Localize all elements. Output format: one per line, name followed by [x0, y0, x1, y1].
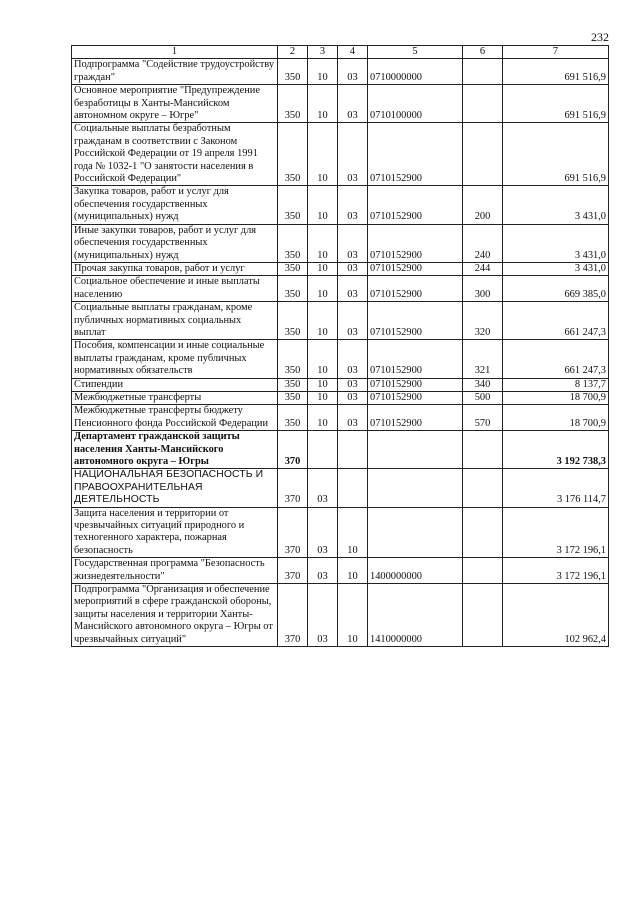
section-code-cell: 10	[308, 378, 338, 391]
subsection-code-cell: 03	[338, 391, 368, 404]
target-article-cell: 0710152900	[368, 276, 463, 302]
amount-cell: 3 176 114,7	[503, 469, 609, 507]
section-code-cell: 03	[308, 469, 338, 507]
row-name-cell: Подпрограмма "Содействие трудоустройству граждан"	[72, 59, 278, 85]
table-row	[72, 186, 609, 224]
column-header: 2	[278, 46, 308, 59]
ministry-code-cell: 350	[278, 85, 308, 123]
target-article-cell: 0710152900	[368, 123, 463, 186]
section-code-cell: 10	[308, 302, 338, 340]
ministry-code-cell: 370	[278, 431, 308, 469]
subsection-code-cell: 10	[338, 584, 368, 647]
amount-cell: 691 516,9	[503, 123, 609, 186]
target-article-cell: 0710152900	[368, 224, 463, 262]
expense-type-cell	[463, 469, 503, 507]
target-article-cell: 0710152900	[368, 186, 463, 224]
ministry-code-cell: 350	[278, 186, 308, 224]
target-article-cell: 1400000000	[368, 558, 463, 584]
table-row	[72, 262, 609, 275]
subsection-code-cell: 03	[338, 378, 368, 391]
target-article-cell: 0710100000	[368, 85, 463, 123]
expense-type-cell: 320	[463, 302, 503, 340]
expense-type-cell: 570	[463, 405, 503, 431]
table-row	[72, 431, 609, 469]
amount-cell: 3 431,0	[503, 224, 609, 262]
table-row	[72, 469, 609, 507]
ministry-code-cell: 350	[278, 391, 308, 404]
amount-cell: 3 431,0	[503, 262, 609, 275]
section-code-cell: 10	[308, 85, 338, 123]
section-code-cell: 10	[308, 123, 338, 186]
subsection-code-cell: 10	[338, 507, 368, 558]
expense-type-cell: 340	[463, 378, 503, 391]
ministry-code-cell: 370	[278, 507, 308, 558]
amount-cell: 18 700,9	[503, 391, 609, 404]
subsection-code-cell: 03	[338, 302, 368, 340]
amount-cell: 8 137,7	[503, 378, 609, 391]
expense-type-cell: 321	[463, 340, 503, 378]
subsection-code-cell	[338, 431, 368, 469]
budget-table	[71, 45, 609, 647]
subsection-code-cell: 03	[338, 85, 368, 123]
row-name-cell: Защита населения и территории от чрезвычайных ситуаций природного и техногенного характера, пожарная безопасность	[72, 507, 278, 558]
row-name-cell: Основное мероприятие "Предупреждение безработицы в Ханты-Мансийском автономном округе – Югре"	[72, 85, 278, 123]
table-row	[72, 224, 609, 262]
target-article-cell: 1410000000	[368, 584, 463, 647]
target-article-cell: 0710152900	[368, 405, 463, 431]
subsection-code-cell: 03	[338, 276, 368, 302]
table-row	[72, 558, 609, 584]
section-code-cell: 10	[308, 340, 338, 378]
target-article-cell: 0710152900	[368, 378, 463, 391]
subsection-code-cell: 03	[338, 186, 368, 224]
row-name-cell: Стипендии	[72, 378, 278, 391]
section-code-cell: 10	[308, 276, 338, 302]
table-row	[72, 391, 609, 404]
table-row	[72, 302, 609, 340]
ministry-code-cell: 350	[278, 59, 308, 85]
expense-type-cell	[463, 59, 503, 85]
expense-type-cell: 300	[463, 276, 503, 302]
table-row	[72, 584, 609, 647]
subsection-code-cell: 03	[338, 59, 368, 85]
expense-type-cell: 500	[463, 391, 503, 404]
expense-type-cell: 240	[463, 224, 503, 262]
expense-type-cell	[463, 85, 503, 123]
amount-cell: 3 431,0	[503, 186, 609, 224]
amount-cell: 661 247,3	[503, 340, 609, 378]
row-name-cell: НАЦИОНАЛЬНАЯ БЕЗОПАСНОСТЬ И ПРАВООХРАНИТЕЛЬНАЯ ДЕЯТЕЛЬНОСТЬ	[72, 469, 278, 507]
row-name-cell: Межбюджетные трансферты	[72, 391, 278, 404]
amount-cell: 691 516,9	[503, 85, 609, 123]
ministry-code-cell: 370	[278, 558, 308, 584]
row-name-cell: Социальные выплаты гражданам, кроме публичных нормативных социальных выплат	[72, 302, 278, 340]
row-name-cell: Прочая закупка товаров, работ и услуг	[72, 262, 278, 275]
section-code-cell: 03	[308, 584, 338, 647]
section-code-cell: 03	[308, 558, 338, 584]
target-article-cell	[368, 431, 463, 469]
column-header: 5	[368, 46, 463, 59]
target-article-cell	[368, 507, 463, 558]
expense-type-cell	[463, 123, 503, 186]
subsection-code-cell	[338, 469, 368, 507]
subsection-code-cell: 03	[338, 224, 368, 262]
ministry-code-cell: 370	[278, 584, 308, 647]
target-article-cell: 0710152900	[368, 391, 463, 404]
table-row	[72, 123, 609, 186]
ministry-code-cell: 350	[278, 224, 308, 262]
table-row	[72, 59, 609, 85]
amount-cell: 18 700,9	[503, 405, 609, 431]
target-article-cell: 0710152900	[368, 262, 463, 275]
target-article-cell	[368, 469, 463, 507]
ministry-code-cell: 350	[278, 123, 308, 186]
expense-type-cell	[463, 558, 503, 584]
section-code-cell	[308, 431, 338, 469]
table-row	[72, 340, 609, 378]
section-code-cell: 03	[308, 507, 338, 558]
ministry-code-cell: 350	[278, 405, 308, 431]
column-header: 3	[308, 46, 338, 59]
column-header: 6	[463, 46, 503, 59]
column-header: 7	[503, 46, 609, 59]
row-name-cell: Иные закупки товаров, работ и услуг для обеспечения государственных (муниципальных) нужд	[72, 224, 278, 262]
section-code-cell: 10	[308, 59, 338, 85]
row-name-cell: Социальные выплаты безработным гражданам в соответствии с Законом Российской Федерации от 19 апреля 1991 года № 1032-1 "О занятости населения в Российской Федерации"	[72, 123, 278, 186]
ministry-code-cell: 350	[278, 276, 308, 302]
column-header: 4	[338, 46, 368, 59]
row-name-cell: Закупка товаров, работ и услуг для обеспечения государственных (муниципальных) нужд	[72, 186, 278, 224]
section-code-cell: 10	[308, 262, 338, 275]
subsection-code-cell: 03	[338, 123, 368, 186]
amount-cell: 691 516,9	[503, 59, 609, 85]
section-code-cell: 10	[308, 224, 338, 262]
expense-type-cell	[463, 507, 503, 558]
section-code-cell: 10	[308, 405, 338, 431]
subsection-code-cell: 03	[338, 262, 368, 275]
row-name-cell: Подпрограмма "Организация и обеспечение мероприятий в сфере гражданской обороны, защиты населения и территории Ханты-Мансийского автономного округа – Югры от чрезвычайных ситуаций"	[72, 584, 278, 647]
table-row	[72, 276, 609, 302]
table-row	[72, 85, 609, 123]
subsection-code-cell: 10	[338, 558, 368, 584]
target-article-cell: 0710000000	[368, 59, 463, 85]
ministry-code-cell: 350	[278, 378, 308, 391]
expense-type-cell: 200	[463, 186, 503, 224]
table-row	[72, 507, 609, 558]
row-name-cell: Социальное обеспечение и иные выплаты населению	[72, 276, 278, 302]
expense-type-cell	[463, 584, 503, 647]
target-article-cell: 0710152900	[368, 302, 463, 340]
subsection-code-cell: 03	[338, 340, 368, 378]
section-code-cell: 10	[308, 186, 338, 224]
expense-type-cell	[463, 431, 503, 469]
column-header: 1	[72, 46, 278, 59]
subsection-code-cell: 03	[338, 405, 368, 431]
ministry-code-cell: 370	[278, 469, 308, 507]
ministry-code-cell: 350	[278, 262, 308, 275]
ministry-code-cell: 350	[278, 302, 308, 340]
amount-cell: 3 192 738,3	[503, 431, 609, 469]
page-number: 232	[591, 30, 609, 44]
row-name-cell: Межбюджетные трансферты бюджету Пенсионного фонда Российской Федерации	[72, 405, 278, 431]
amount-cell: 3 172 196,1	[503, 558, 609, 584]
table-row	[72, 405, 609, 431]
amount-cell: 3 172 196,1	[503, 507, 609, 558]
row-name-cell: Пособия, компенсации и иные социальные выплаты гражданам, кроме публичных нормативных обязательств	[72, 340, 278, 378]
row-name-cell: Государственная программа "Безопасность жизнедеятельности"	[72, 558, 278, 584]
amount-cell: 102 962,4	[503, 584, 609, 647]
row-name-cell: Департамент гражданской защиты населения Ханты-Мансийского автономного округа – Югры	[72, 431, 278, 469]
table-header-row	[72, 46, 609, 59]
ministry-code-cell: 350	[278, 340, 308, 378]
amount-cell: 661 247,3	[503, 302, 609, 340]
table-row	[72, 378, 609, 391]
expense-type-cell: 244	[463, 262, 503, 275]
section-code-cell: 10	[308, 391, 338, 404]
amount-cell: 669 385,0	[503, 276, 609, 302]
target-article-cell: 0710152900	[368, 340, 463, 378]
